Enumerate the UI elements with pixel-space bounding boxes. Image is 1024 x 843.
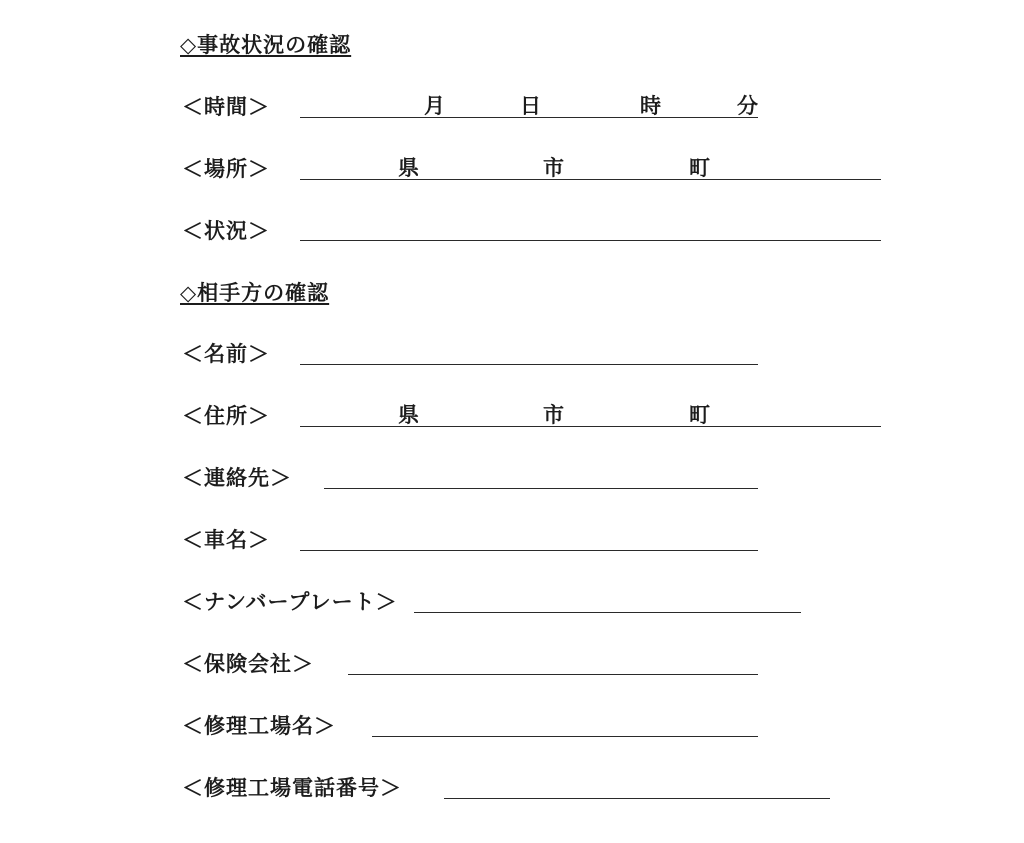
plate-label: ＜ナンバープレート＞ xyxy=(182,590,398,614)
address-unit-prefecture: 県 xyxy=(398,403,419,427)
contact-label: ＜連絡先＞ xyxy=(182,466,292,490)
address-unit-town: 町 xyxy=(689,403,710,427)
time-label: ＜時間＞ xyxy=(182,95,270,119)
contact-field[interactable] xyxy=(324,488,758,489)
name-label: ＜名前＞ xyxy=(182,342,270,366)
plate-field[interactable] xyxy=(414,612,801,613)
repair-shop-field[interactable] xyxy=(372,736,758,737)
place-label: ＜場所＞ xyxy=(182,157,270,181)
time-unit-month: 月 xyxy=(424,94,445,118)
time-unit-minute: 分 xyxy=(737,94,758,118)
car-name-field[interactable] xyxy=(300,550,758,551)
address-label: ＜住所＞ xyxy=(182,404,270,428)
place-unit-town: 町 xyxy=(689,156,710,180)
time-unit-hour: 時 xyxy=(640,94,661,118)
car-name-label: ＜車名＞ xyxy=(182,528,270,552)
place-unit-city: 市 xyxy=(543,156,564,180)
accident-section-heading: ◇事故状況の確認 xyxy=(180,33,352,57)
situation-label: ＜状況＞ xyxy=(182,219,270,243)
repair-shop-label: ＜修理工場名＞ xyxy=(182,714,336,738)
name-field[interactable] xyxy=(300,364,758,365)
situation-field[interactable] xyxy=(300,240,881,241)
address-unit-city: 市 xyxy=(543,403,564,427)
place-unit-prefecture: 県 xyxy=(398,156,419,180)
insurance-label: ＜保険会社＞ xyxy=(182,652,314,676)
insurance-field[interactable] xyxy=(348,674,758,675)
address-field[interactable] xyxy=(300,426,881,427)
repair-phone-label: ＜修理工場電話番号＞ xyxy=(182,776,402,800)
place-field[interactable] xyxy=(300,179,881,180)
repair-phone-field[interactable] xyxy=(444,798,830,799)
time-unit-day: 日 xyxy=(520,94,541,118)
other-party-section-heading: ◇相手方の確認 xyxy=(180,281,330,305)
